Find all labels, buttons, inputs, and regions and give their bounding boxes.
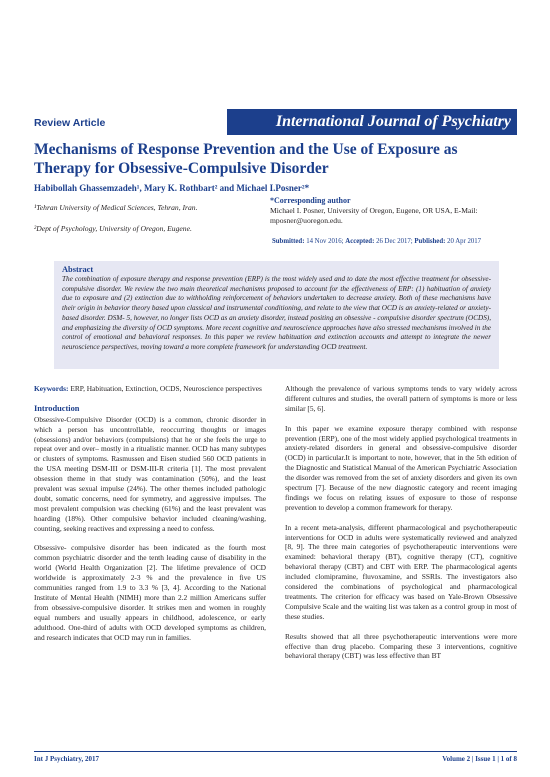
- accepted-label: Accepted:: [345, 238, 375, 245]
- publication-dates: [272, 238, 520, 245]
- published-date: 20 Apr 2017: [447, 238, 482, 245]
- affiliation-2: ²Dept of Psychology, University of Oregon, Eugene.: [34, 224, 192, 233]
- body-paragraph: In this paper we examine exposure therapy combined with response prevention (ERP), one of the most widely applied psychological treatments in anxiety-related disorders in general and obsessive-compulsive disorder (OCD) in particular.It is important to note, however, that in the 5th edition of the Diagnostic and Statistical Manual of the American Psychiatric Association the disorder was removed from the set of anxiety disorders and given its own spectrum [7]. Because of the new diagnostic category and recent imaging findings we focus on relating issues of exposure to those of response prevention to develop a common framework for therapy.: [285, 423, 517, 512]
- submitted-date: 14 Nov 2016;: [306, 238, 344, 245]
- article-type: Review Article: [34, 117, 106, 129]
- corresponding-author-text: Michael I. Posner, University of Oregon, Eugene, OR USA, E-Mail: mposner@uoregon.edu.: [270, 206, 478, 225]
- affiliation-1: ¹Tehran University of Medical Sciences, Tehran, Iran.: [34, 203, 198, 212]
- journal-name-banner: International Journal of Psychiatry: [227, 109, 517, 135]
- right-column: [285, 384, 517, 671]
- body-paragraph: Obsessive-Compulsive Disorder (OCD) is a common, chronic disorder in which a person has uncontrollable, reoccurring thoughts or images (obsessions) and/or behaviors (compulsions) that he or she feels the urge to repeat over and over– mostly in a ritualistic manner. OCD has many subtypes or clusters of symptoms. Rasmussen and Eisen studied 560 OCD patients in the USA meeting DSM-III or DSM-III-R criteria [1]. The most prevalent obsession theme in that study was contamination (50%), and the least prevalent was sexual impulse (24%). The other themes included pathologic doubt, somatic concerns, need for symmetry, and aggressive impulses. The most prevalent compulsion was checking (61%) and the least prevalent was hoarding (18%). Other compulsive behavior included cleaning/washing, counting, seeking reactives and expressing a need to confess.: [34, 414, 266, 533]
- page-footer: [34, 751, 517, 765]
- left-column: [34, 384, 266, 652]
- footer-page-info: Volume 2 | Issue 1 | 1 of 8: [442, 755, 517, 763]
- keywords-text: ERP, Habituation, Extinction, OCDS, Neuroscience perspectives: [70, 384, 262, 393]
- published-label: Published:: [414, 238, 446, 245]
- keywords-label: Keywords:: [34, 384, 69, 393]
- abstract-heading: Abstract: [62, 265, 94, 274]
- journal-header: [34, 109, 517, 135]
- submitted-label: Submitted:: [272, 238, 305, 245]
- footer-citation: Int J Psychiatry, 2017: [34, 755, 99, 763]
- body-paragraph: Although the prevalence of various symptoms tends to vary widely across different cultures and studies, the overall pattern of symptoms is more or less similar [5, 6].: [285, 384, 517, 413]
- abstract-text: The combination of exposure therapy and response prevention (ERP) is the most widely used and to date the most effective treatment for obsessive-compulsive disorder. We review the two main theoretical mechanisms proposed to account for the effectiveness of ERP: (1) habituation of anxiety due to exposure and (2) extinction due to withholding reinforcement of behaviors undertaken to decrease anxiety. Both of these mechanisms have their origin in behavior theory based upon classical and instrumental conditioning, and relate to the view that OCD is an anxiety-related or anxiety- based disorder. DSM- 5, however, no longer lists OCD as an anxiety disorder, instead positing an obsessive - compulsive disorder spectrum (OCDS), and emphasizing the diversity of OCD symptoms. More recent cognitive and neuroscience approaches have also stressed mechanisms involved in the control of emotional and behavioral responses. In this paper we review habituation and extinction accounts and attempt to integrate the newer neuroscience perspectives, moving toward a more complete framework for understanding OCD treatment.: [62, 275, 491, 351]
- keywords-line: [34, 384, 266, 394]
- body-paragraph: Results showed that all three psychotherapeutic interventions were more effective than drug placebo. Comparing these 3 interventions, cognitive behavioral therapy (CBT) was less effective than BT: [285, 631, 517, 661]
- abstract-box: [54, 261, 499, 369]
- author-list: Habibollah Ghassemzadeh¹, Mary K. Rothbart² and Michael I.Posner²*: [34, 183, 310, 193]
- accepted-date: 26 Dec 2017;: [376, 238, 413, 245]
- corresponding-author-heading: *Corresponding author: [270, 196, 351, 205]
- body-paragraph: In a recent meta-analysis, different pharmacological and psychotherapeutic interventions for OCD in adults were systematically reviewed and analyzed [8, 9]. The three main categories of psychotherapeutic interventions were examined: behavioral therapy (BT), cognitive therapy (CT), cognitive behavioral therapy (CBT) and CBT with ERP. The pharmacological agents included clomipramine, fluvoxamine, and SSRIs. The investigators also considered the combinations of psychological and pharmacological treatments. The criterion for efficacy was based on Yale-Brown Obsessive Compulsive Scale and the waiting list was taken as a control group in most of these studies.: [285, 522, 517, 621]
- article-title: Mechanisms of Response Prevention and the Use of Exposure as Therapy for Obsessive-Compulsive Disorder: [34, 141, 458, 177]
- body-paragraph: Obsessive- compulsive disorder has been indicated as the fourth most common psychiatric disorder and the tenth leading cause of disability in the world (World Health Organization [2]. The lifetime prevalence of OCD worldwide is approximately 2-3 % and the prevalence in five US communities ranged from 1.9 to 3.3 % [3, 4]. According to the National Institute of Mental Health (NIMH) more than 2.2 million Americans suffer from obsessive-compulsive disorder. It strikes men and women in roughly equal numbers and usually appears in childhood, adolescence, or early adulthood. One-third of adults with OCD developed symptoms as children, and research indicates that OCD may run in families.: [34, 543, 266, 642]
- introduction-heading: Introduction: [34, 403, 80, 413]
